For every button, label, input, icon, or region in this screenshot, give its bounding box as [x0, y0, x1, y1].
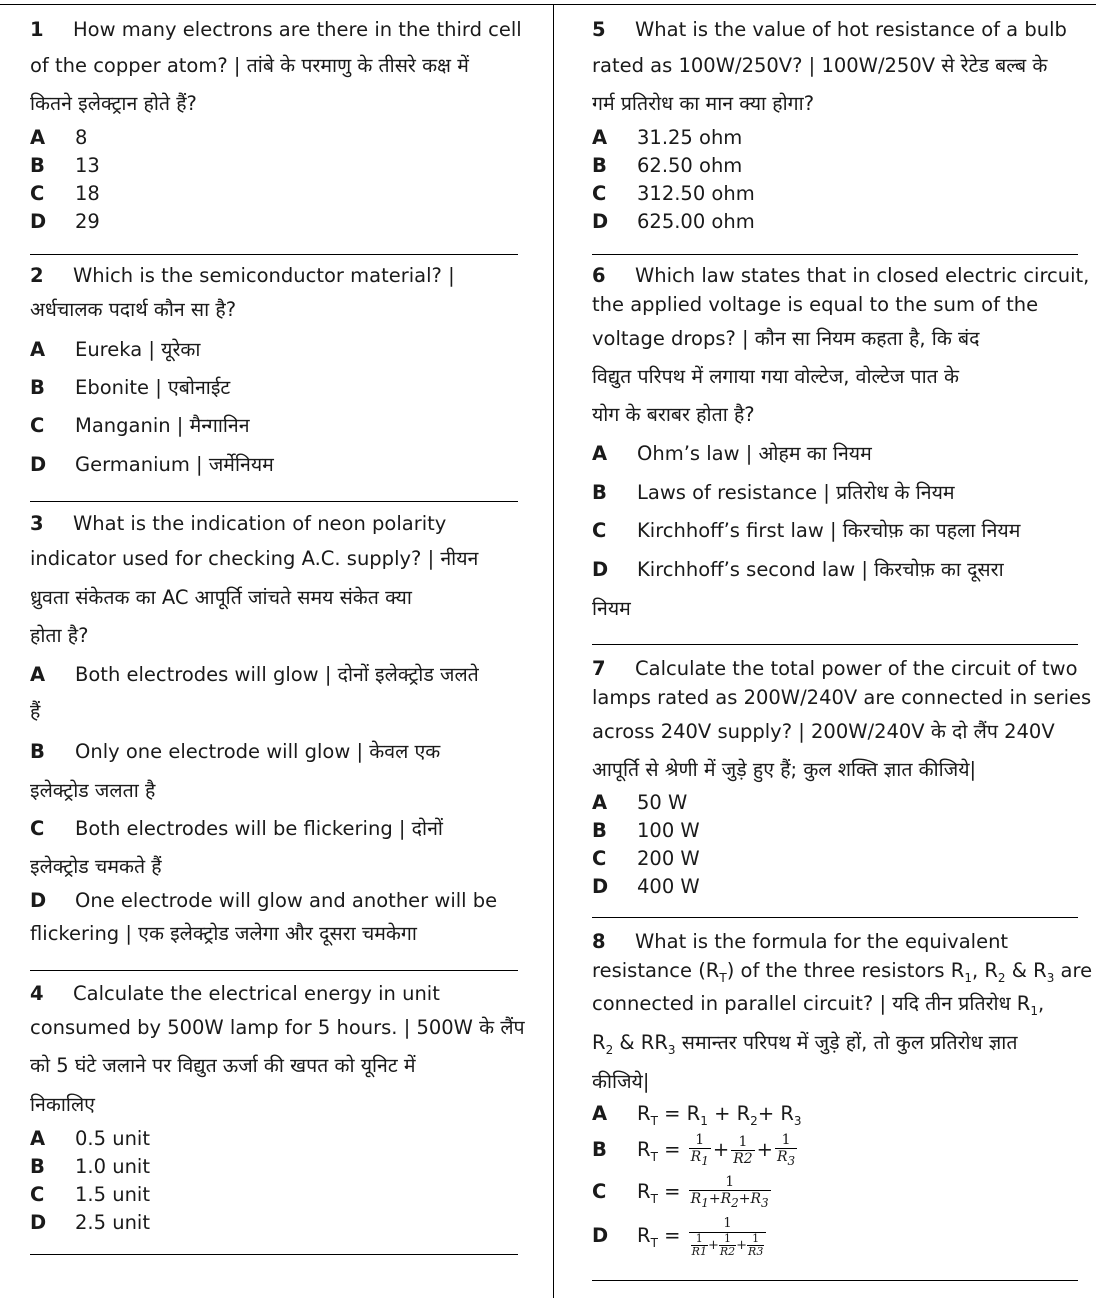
- question-text: across 240V supply? | 200W/240V के दो लैंप 240V: [592, 720, 1055, 743]
- question-text: $R_2$ & $RR_3$ समान्तर परिपथ में जुड़े हों, तो कुल प्रतिरोध ज्ञात: [592, 1031, 1018, 1057]
- question-separator: [30, 501, 518, 502]
- option-d: D 29: [30, 210, 100, 233]
- question-separator: [30, 1254, 518, 1255]
- option-d: D 400 W: [592, 875, 700, 898]
- option-c: C Both electrodes will be flickering | दोनों: [30, 817, 443, 840]
- question-number: 6: [592, 264, 606, 287]
- option-d: D 625.00 ohm: [592, 210, 755, 233]
- option-d: D 2.5 unit: [30, 1211, 150, 1234]
- option-continuation: flickering | एक इलेक्ट्रोड जलेगा और दूसरा चमकेगा: [30, 922, 417, 945]
- question-number: 4: [30, 982, 44, 1005]
- option-a: A 0.5 unit: [30, 1127, 150, 1150]
- option-c: C 200 W: [592, 847, 700, 870]
- question-number: 7: [592, 657, 606, 680]
- question-text: को 5 घंटे जलाने पर विद्युत ऊर्जा की खपत को यूनिट में: [30, 1054, 416, 1077]
- fraction: $\frac{1}{R_1}$: [690, 1132, 709, 1168]
- question-text: rated as 100W/250V? | 100W/250V से रेटेड बल्ब के: [592, 54, 1048, 77]
- question-separator: [592, 917, 1078, 918]
- option-a: A 50 W: [592, 791, 688, 814]
- question-text: 5 What is the value of hot resistance of a bulb: [592, 18, 1067, 41]
- question-text: resistance $(R_T)$ of the three resistors $R_1$, $R_2$ & $R_3$ are: [592, 959, 1093, 985]
- question-text: 4 Calculate the electrical energy in unit: [30, 982, 440, 1005]
- option-d: D Germanium | जर्मेनियम: [30, 453, 274, 476]
- option-c: C Kirchhoff’s first law | किरचोफ़ का पहला नियम: [592, 519, 1021, 542]
- question-number: 3: [30, 512, 44, 535]
- column-divider: [553, 4, 554, 1298]
- question-text: अर्धचालक पदार्थ कौन सा है?: [30, 298, 237, 321]
- option-continuation: नियम: [592, 597, 631, 620]
- question-text: कितने इलेक्ट्रान होते हैं?: [30, 92, 197, 115]
- option-b: B Laws of resistance | प्रतिरोध के नियम: [592, 481, 955, 504]
- question-text: of the copper atom? | तांबे के परमाणु के तीसरे कक्ष में: [30, 54, 469, 77]
- question-text: 6 Which law states that in closed electric circuit,: [592, 264, 1090, 287]
- fraction: $\frac{1}{R2}$: [733, 1134, 753, 1167]
- question-text: the applied voltage is equal to the sum of the: [592, 293, 1039, 316]
- question-text: voltage drops? | कौन सा नियम कहता है, कि बंद: [592, 327, 980, 350]
- question-text: कीजिये|: [592, 1070, 650, 1093]
- fraction: $\frac{1}{R_1+R_2+R_3}$: [690, 1174, 769, 1210]
- question-text: 2 Which is the semiconductor material? |: [30, 264, 455, 287]
- question-separator: [30, 970, 518, 971]
- option-b: B 100 W: [592, 819, 700, 842]
- question-text: 7 Calculate the total power of the circuit of two: [592, 657, 1078, 680]
- option-a: A Eureka | यूरेका: [30, 338, 201, 361]
- question-number: 1: [30, 18, 44, 41]
- question-text: 1 How many electrons are there in the third cell: [30, 18, 522, 41]
- question-text: होता है?: [30, 624, 89, 647]
- option-b: B 13: [30, 154, 100, 177]
- option-d: D One electrode will glow and another will be: [30, 889, 498, 912]
- formula-series: $R_T = R_1 + R_2+ R_3$: [637, 1102, 802, 1128]
- option-b: B 1.0 unit: [30, 1155, 150, 1178]
- option-a: A Ohm’s law | ओहम का नियम: [592, 442, 872, 465]
- option-c: C 1.5 unit: [30, 1183, 150, 1206]
- question-separator: [592, 644, 1078, 645]
- question-separator: [30, 254, 518, 255]
- option-b: B Ebonite | एबोनाईट: [30, 376, 231, 399]
- option-d: D Kirchhoff’s second law | किरचोफ़ का दूसरा: [592, 558, 1004, 581]
- question-text: lamps rated as 200W/240V are connected in series: [592, 686, 1092, 709]
- question-separator: [592, 254, 1078, 255]
- question-text: 8 What is the formula for the equivalent: [592, 930, 1009, 953]
- question-number: 2: [30, 264, 44, 287]
- option-c: C 312.50 ohm: [592, 182, 755, 205]
- question-text: connected in parallel circuit? | यदि तीन प्रतिरोध $R_1$,: [592, 992, 1045, 1018]
- option-a: A Both electrodes will glow | दोनों इलेक्ट्रोड जलते: [30, 663, 479, 686]
- fraction: $\frac{1}{R_3}$: [776, 1132, 796, 1168]
- question-text: 3 What is the indication of neon polarity: [30, 512, 447, 535]
- question-text: ध्रुवता संकेतक का AC आपूर्ति जांचते समय संकेत क्या: [30, 586, 412, 609]
- question-separator: [592, 1280, 1078, 1281]
- option-c: C Manganin | मैन्गानिन: [30, 414, 250, 437]
- question-text: indicator used for checking A.C. supply? | नीयन: [30, 547, 479, 570]
- question-text: गर्म प्रतिरोध का मान क्या होगा?: [592, 92, 815, 115]
- option-continuation: इलेक्ट्रोड जलता है: [30, 779, 156, 802]
- option-b: B Only one electrode will glow | केवल एक: [30, 740, 441, 763]
- option-b: B $R_T$ = $\frac{1}{R_1}$ + $\frac{1}{R2}$ + $\frac{1}{R_3}$: [592, 1132, 796, 1168]
- question-text: विद्युत परिपथ में लगाया गया वोल्टेज, वोल्टेज पात के: [592, 365, 959, 388]
- option-a: A 31.25 ohm: [592, 126, 743, 149]
- question-text: आपूर्ति से श्रेणी में जुड़े हुए हैं; कुल शक्ति ज्ञात कीजिये|: [592, 758, 977, 781]
- option-a: A $R_T = R_1 + R_2+ R_3$: [592, 1102, 802, 1128]
- option-continuation: हैं: [30, 700, 41, 723]
- top-rule: [0, 4, 1096, 5]
- option-b: B 62.50 ohm: [592, 154, 743, 177]
- question-number: 5: [592, 18, 606, 41]
- option-continuation: इलेक्ट्रोड चमकते हैं: [30, 855, 162, 878]
- option-a: A 8: [30, 126, 88, 149]
- question-text: consumed by 500W lamp for 5 hours. | 500W के लैंप: [30, 1016, 525, 1039]
- question-text: योग के बराबर होता है?: [592, 403, 755, 426]
- option-c: C $R_T$ = $\frac{1}{R_1+R_2+R_3}$: [592, 1174, 769, 1210]
- option-d: D $R_T$ = 1 $\frac{1}{R1}$ + $\frac{1}{R2}$ + $\frac{1}{R3}$: [592, 1210, 1078, 1269]
- question-text: निकालिए: [30, 1093, 95, 1116]
- option-c: C 18: [30, 182, 100, 205]
- fraction: 1 $\frac{1}{R1}$ + $\frac{1}{R2}$ + $\frac{1}{R3}$: [689, 1216, 767, 1258]
- question-number: 8: [592, 930, 606, 953]
